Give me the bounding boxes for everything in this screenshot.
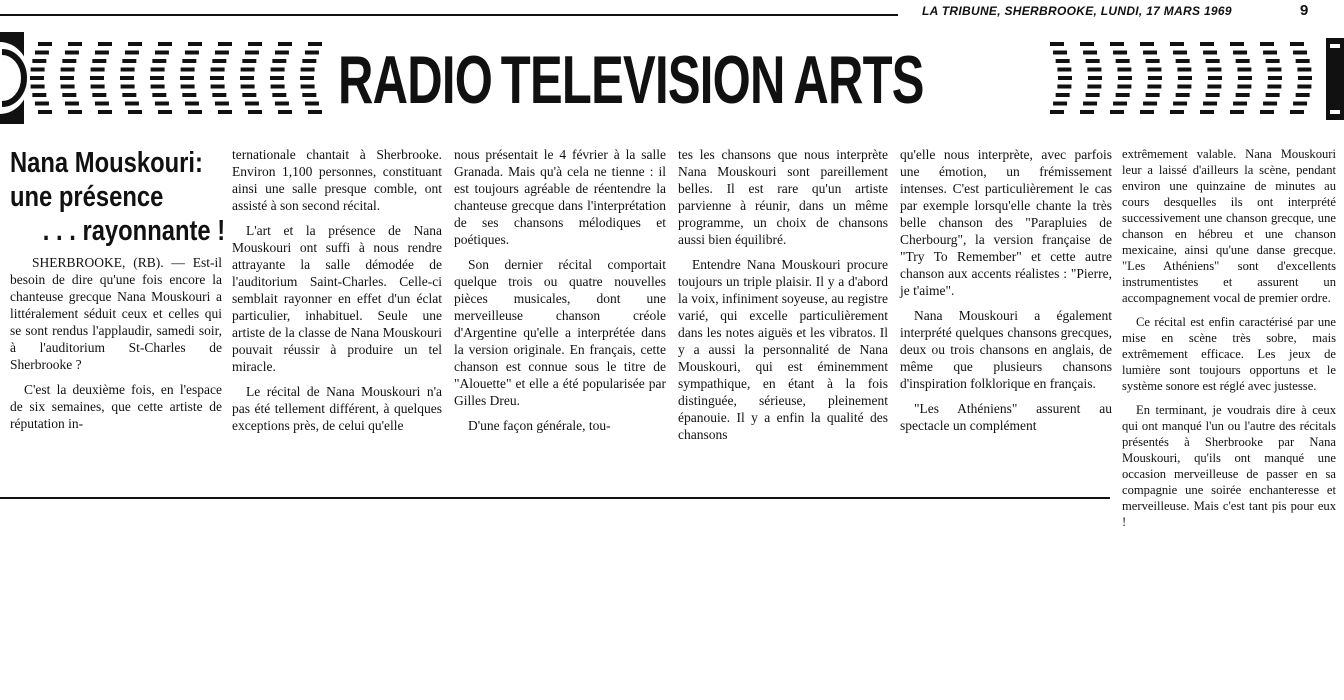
paragraph: Le récital de Nana Mouskouri n'a pas été tellement différent, à quelques exceptions près, de celui qu'elle (232, 384, 442, 433)
page-number: 9 (1300, 2, 1309, 19)
paragraph: D'une façon générale, tou- (468, 418, 611, 433)
masthead-rule (0, 14, 898, 16)
banner-bracket-ornament (1230, 44, 1252, 112)
paragraph: tes les chansons que nous interprète Nana Mouskouri sont pareillement belles. Il est rare qu'un artiste parvienne à réunir, dans un même programme, un choix de chansons aussi bien équilibré. (678, 147, 888, 247)
banner-title (338, 40, 924, 120)
paragraph: Ce récital est enfin caractérisé par une mise en scène très sobre, mais extrêmement efficace. Les jeux de lumière sont toujours opportuns et le système sonore est réglé avec justesse. (1122, 315, 1336, 393)
paragraph: Entendre Nana Mouskouri procure toujours un triple plaisir. Il y a d'abord la voix, infiniment soyeuse, au registre varié, qui excelle particulièrement dans les notes aiguës et les vibratos. Il y a aussi la personnalité de Nana Mouskouri, qui est éminemment sympathique, en étant à la fois distinguée, sérieuse, pleinement épanouie. Il y a enfin la qualité des chansons (678, 257, 888, 442)
banner-bracket-ornament (60, 44, 82, 112)
headline-line-1: Nana Mouskouri: (10, 147, 203, 179)
banner-bracket-ornament (300, 44, 322, 112)
article-column-6 (1122, 146, 1336, 538)
banner-bracket-ornament (1080, 44, 1102, 112)
banner-bracket-ornament (1290, 44, 1312, 112)
banner-bracket-ornament (1170, 44, 1192, 112)
paragraph: Nana Mouskouri a également interprété quelques chansons grecques, deux ou trois chansons en anglais, de même que plusieurs chansons d'inspiration folklorique en français. (900, 308, 1112, 391)
masthead-info: LA TRIBUNE, SHERBROOKE, LUNDI, 17 MARS 1969 (922, 4, 1232, 18)
banner-bracket-ornament (150, 44, 172, 112)
article-column-3 (454, 146, 666, 442)
article-bottom-rule (0, 497, 1110, 499)
article-headline (10, 146, 231, 248)
banner-bracket-ornament (1200, 44, 1222, 112)
article-column-2 (232, 146, 442, 442)
headline-line-2: une présence (10, 181, 164, 213)
banner-bracket-ornament (240, 44, 262, 112)
paragraph: C'est la deuxième fois, en l'espace de six semaines, que cette artiste de réputation in- (10, 382, 222, 431)
banner-bracket-ornament (1260, 44, 1282, 112)
headline-line-3: . . . rayonnante ! (42, 215, 226, 247)
paragraph: extrêmement valable. Nana Mouskouri leur a laissé d'ailleurs la scène, pendant environ une quinzaine de minutes au cours desquelles ils ont interprété successivement une chanson grecque, une chanson en hébreu et une chanson mexicaine, ainsi qu'une danse grecque. "Les Athéniens" sont d'excellents instrumentistes et assurent un accompagnement vocal de premier ordre. (1122, 147, 1336, 305)
banner-word-radio: RADIO (338, 42, 493, 118)
banner-bracket-ornament (90, 44, 112, 112)
banner-bracket-ornament (1140, 44, 1162, 112)
banner-word-television: TELEVISION (500, 42, 785, 118)
banner-bracket-ornament (210, 44, 232, 112)
banner-bracket-ornament (1050, 44, 1072, 112)
banner-bracket-ornament (30, 44, 52, 112)
banner-bracket-ornament (180, 44, 202, 112)
paragraph: "Les Athéniens" assurent au spectacle un complément (900, 401, 1112, 433)
paragraph: En terminant, je voudrais dire à ceux qui ont manqué l'un ou l'autre des récitals présentés à Sherbrooke par Nana Mouskouri, qu'ils ont manqué une occasion merveilleuse de passer en sa compagnie une soirée enchanteresse et merveilleuse. Mais c'est tant pis pour eux ! (1122, 403, 1336, 529)
article-column-1 (10, 146, 226, 440)
paragraph: ternationale chantait à Sherbrooke. Environ 1,100 personnes, constituant ainsi une salle presque comble, ont assisté à son second récital. (232, 147, 442, 213)
paragraph: SHERBROOKE, (RB). — Est-il besoin de dire qu'une fois encore la chanteuse grecque Nana Mouskouri a littéralement séduit ceux et celles qui se sont rendus l'applaudir, samedi soir, à l'auditorium St-Charles de Sherbrooke ? (10, 255, 222, 372)
banner-word-arts: ARTS (793, 42, 924, 118)
paragraph: Son dernier récital comportait quelque trois ou quatre nouvelles pièces musicales, dont une merveilleuse chanson créole d'Argentine qu'elle a interprétée dans la version originale. En français, cette chanson est connue sous le titre de "Alouette" et elle a été popularisée par Gilles Dreu. (454, 257, 666, 408)
section-banner (0, 30, 1344, 126)
banner-bracket-ornament (120, 44, 142, 112)
paragraph: nous présentait le 4 février à la salle Granada. Mais qu'à cela ne tienne : il est toujours agréable de réentendre la chanteuse grecque dans l'interprétation de ses chansons mélodiques et poétiques. (454, 147, 666, 247)
article-column-4 (678, 146, 888, 451)
paragraph: qu'elle nous interprète, avec parfois une émotion, un frémissement intenses. C'est particulièrement le cas par exemple lorsqu'elle chante la très belle chanson des "Parapluies de Cherbourg", la version française de "Try To Remember" et cette autre chanson aux accents réalistes : "Pierre, je t'aime". (900, 147, 1112, 298)
banner-bracket-ornament (270, 44, 292, 112)
paragraph: L'art et la présence de Nana Mouskouri ont suffi à nous rendre attrayante la salle démodée de l'auditorium Saint-Charles. Celle-ci semblait rayonner en effet d'un éclat particulier, inhabituel. Seule une artiste de la classe de Nana Mouskouri pouvait réussir à produire un tel miracle. (232, 223, 442, 374)
article-column-5 (900, 146, 1112, 442)
banner-bracket-ornament (1110, 44, 1132, 112)
